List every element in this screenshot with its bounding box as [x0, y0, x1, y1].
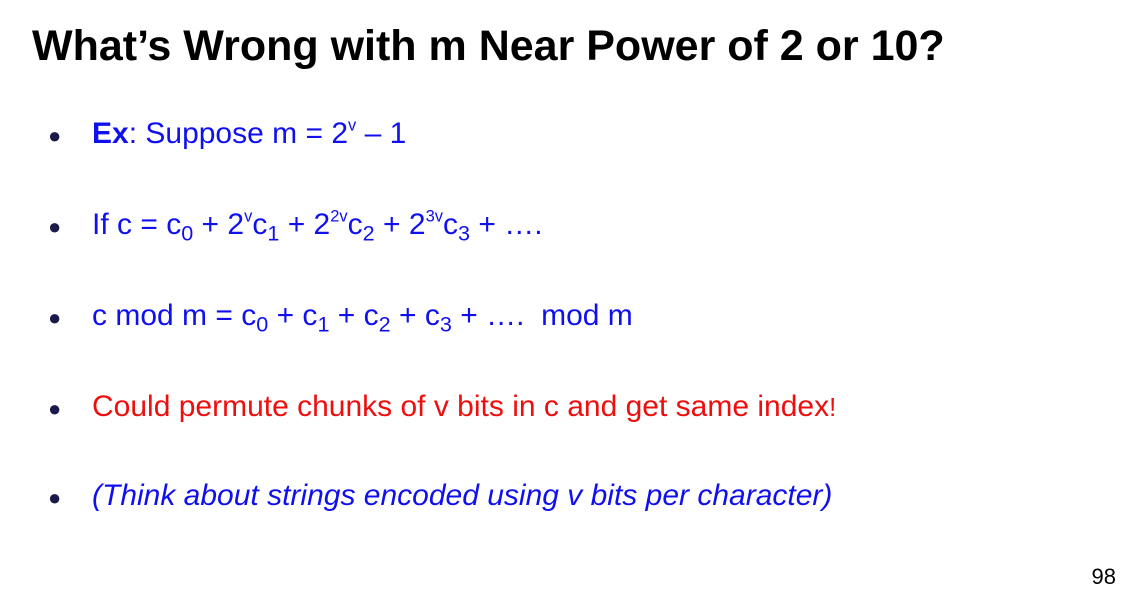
bullet-example: [48, 117, 406, 151]
text-part: Could permute chunks of v bits in c and get same index: [92, 390, 830, 423]
bullet-icon: ●: [48, 214, 62, 239]
subscript: 0: [256, 311, 269, 337]
subscript: 2: [378, 311, 391, 337]
subscript: 1: [317, 311, 330, 337]
text-part: c: [252, 208, 268, 241]
exponent: 2v: [330, 207, 348, 226]
slide-title: What’s Wrong with m Near Power of 2 or 10?: [32, 22, 945, 70]
subscript: 3: [458, 220, 471, 246]
text-part: + c: [268, 299, 318, 332]
page-number: 98: [1091, 564, 1116, 589]
exponent: 3v: [425, 207, 443, 226]
bullet-text: [92, 299, 633, 337]
subscript: 2: [362, 220, 375, 246]
bullet-icon: ●: [48, 485, 62, 510]
bullet-text: [92, 207, 543, 246]
text-part: c mod m = c: [92, 299, 257, 332]
text-part: + …. mod m: [451, 299, 633, 332]
bullet-mod: [48, 299, 633, 337]
text-part: + 2: [193, 208, 245, 241]
bullet-icon: ●: [48, 305, 62, 330]
subscript: 0: [181, 220, 194, 246]
bullet-expansion: [48, 207, 543, 246]
bullet-text: [92, 390, 836, 424]
text-part: + 2: [279, 208, 331, 241]
ex-label: Ex: [92, 117, 129, 150]
bullet-icon: ●: [48, 123, 62, 148]
text-part: If c = c: [92, 208, 182, 241]
subscript: 3: [439, 311, 452, 337]
exclamation: !: [829, 394, 837, 422]
exponent: v: [244, 207, 253, 226]
bullet-text: (Think about strings encoded using v bits per character): [92, 479, 833, 512]
text-part: + c: [390, 299, 440, 332]
text-part: + c: [329, 299, 379, 332]
text-part: c: [347, 208, 363, 241]
bullet-think: [48, 479, 832, 513]
subscript: 1: [267, 220, 280, 246]
text-part: + 2: [374, 208, 426, 241]
text-part: : Suppose m = 2: [128, 117, 349, 150]
bullet-text: [92, 117, 406, 151]
text-part: c: [443, 208, 458, 241]
exponent: v: [348, 116, 357, 135]
text-part: – 1: [356, 117, 407, 150]
bullet-permute: [48, 390, 836, 424]
bullet-icon: ●: [48, 396, 62, 421]
text-part: + ….: [470, 208, 543, 241]
